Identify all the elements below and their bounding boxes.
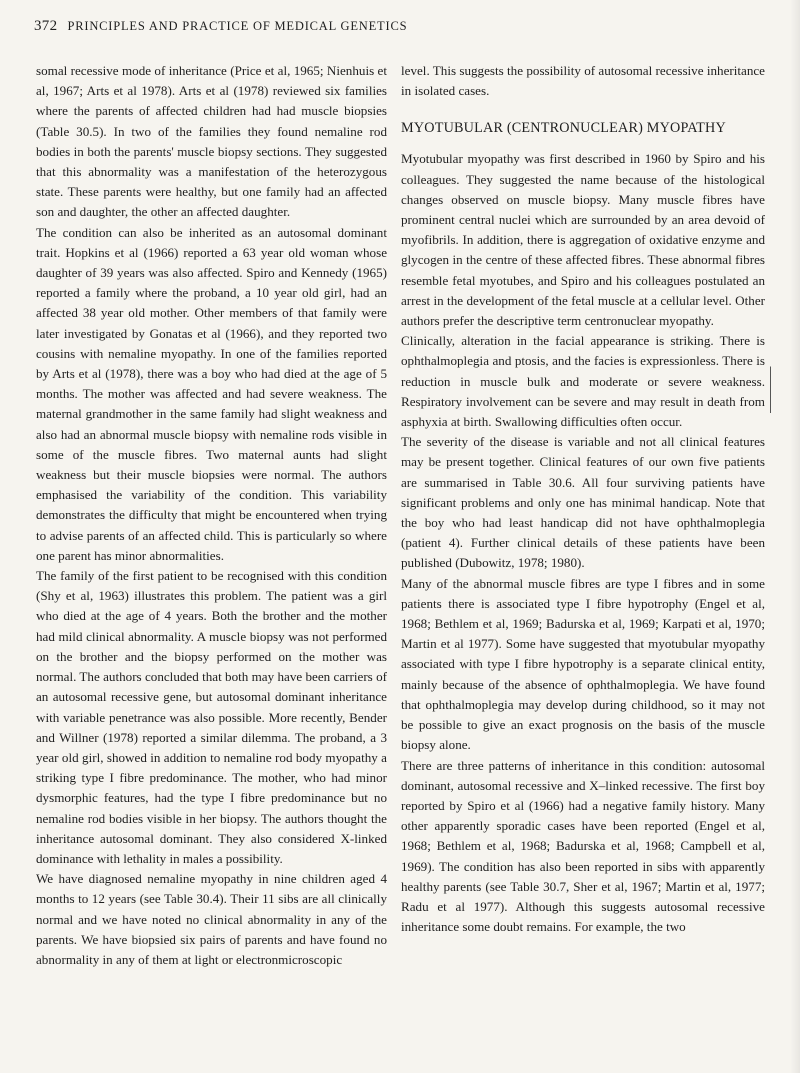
page-number: 372 [34,18,58,34]
right-column [401,61,765,937]
running-title: PRINCIPLES AND PRACTICE OF MEDICAL GENETICS [67,19,408,33]
paragraph: The family of the first patient to be recognised with this condition (Shy et al, 1963) illustrates this problem. The patient was a girl who died at the age of 4 years. Both the brother and the mother had mild clinical abnormality. A muscle biopsy was not performed on the brother and the biopsy performed on the mother was normal. The authors concluded that both may have been carriers of an autosomal recessive gene, but autosomal dominant inheritance with variable penetrance was also possible. More recently, Bender and Willner (1978) reported a similar dilemma. The proband, a 3 year old girl, showed in addition to nemaline rod body myopathy a striking type I fibre predominance. The mother, who had minor dysmorphic features, had the type I fibre predominance but no nemaline rod bodies visible in her biopsy. The authors thought the inheritance autosomal dominant. They also considered X-linked dominance with lethality in males a possibility. [36,568,387,866]
left-column [36,61,387,970]
paragraph: Myotubular myopathy was first described in 1960 by Spiro and his colleagues. They suggested the name because of the histological changes observed on muscle biopsy. Many muscle fibres have prominent central nuclei which are surrounded by an area devoid of myofibrils. In addition, there is aggregation of oxidative enzyme and glycogen in the centre of these affected fibres. These abnormal fibres resemble fetal myotubes, and Spiro and his colleagues postulated an arrest in the development of the fetal muscle at a cellular level. Other authors prefer the descriptive term centronuclear myopathy. [401,151,765,329]
paragraph: Clinically, alteration in the facial appearance is striking. There is ophthalmoplegia and ptosis, and the facies is expressionless. There is reduction in muscle bulk and moderate or severe weakness. Respiratory involvement can be severe and may result in death from asphyxia at birth. Swallowing difficulties often occur. [401,333,765,430]
paragraph: somal recessive mode of inheritance (Price et al, 1965; Nienhuis et al, 1967; Arts et al 1978). Arts et al (1978) reviewed six families where the parents of affected children had had muscle biopsies (Table 30.5). In two of the families they found nemaline rod bodies in both the parents' muscle biopsy sections. They suggested that this abnormality was a manifestation of the heterozygous state. These parents were healthy, but one family had an affected son and daughter, the other an affected daughter. [36,63,387,220]
paragraph: The severity of the disease is variable and not all clinical features may be present together. Clinical features of our own five patients are summarised in Table 30.6. All four surviving patients have significant problems and only one has minimal handicap. Note that the boy who had least handicap did not have ophthalmoplegia (patient 4). Further clinical details of these patients have been published (Dubowitz, 1978; 1980). [401,434,765,571]
running-header [34,18,774,35]
paragraph: We have diagnosed nemaline myopathy in nine children aged 4 months to 12 years (see Table 30.4). Their 11 sibs are all clinically normal and we have noted no clinical abnormality in any of the parents. We have biopsied six pairs of parents and have found no abnormality in any of them at light or electronmicroscopic [36,871,387,967]
margin-bracket-mark [770,366,774,413]
section-heading: MYOTUBULAR (CENTRONUCLEAR) MYOPATHY [401,120,726,137]
paragraph: level. This suggests the possibility of autosomal recessive inheritance in isolated cases. [401,63,765,99]
paragraph: Many of the abnormal muscle fibres are type I fibres and in some patients there is associated type I fibre hypotrophy (Engel et al, 1968; Bethlem et al, 1969; Badurska et al, 1969; Karpati et al, 1970; Martin et al 1977). Some have suggested that myotubular myopathy associated with type I fibre hypotrophy is a separate clinical entity, mainly because of the absence of ophthalmoplegia. We have found that ophthalmoplegia may develop during childhood, so it may not be possible to give an exact prognosis on the basis of the muscle biopsy alone. [401,575,765,753]
page-edge-shadow [790,0,800,1073]
paragraph: The condition can also be inherited as an autosomal dominant trait. Hopkins et al (1966) reported a 63 year old woman whose daughter of 39 years was also affected. Spiro and Kennedy (1965) reported a family where the proband, a 10 year old girl, had an affected 38 year old mother. Other members of that family were later investigated by Gonatas et al (1966), and they reported two cousins with nemaline myopathy. In one of the families reported by Arts et al (1978), there was a boy who had died at the age of 5 months. The mother was affected and had severe weakness. The maternal grandmother in the same family had slight weakness and also had an abnormal muscle biopsy with nemaline rods visible in some of the muscle fibres. Two maternal aunts had slight weakness but their muscle biopsies were normal. The authors emphasised the variability of the condition. This variability demonstrates the difficulty that might be encountered when trying to advise parents of an affected child. This is particularly so where one parent has minor abnormalities. [36,224,387,563]
paragraph: There are three patterns of inheritance in this condition: autosomal dominant, autosomal recessive and X–linked recessive. The first boy reported by Spiro et al (1966) had a negative family history. Many other apparently sporadic cases have been reported (Engel et al, 1968; Bethlem et al, 1968; Badurska et al, 1968; Campbell et al, 1969). The condition has also been reported in sibs with apparently healthy parents (see Table 30.7, Sher et al, 1967; Martin et al, 1977; Radu et al 1977). Although this suggests autosomal recessive inheritance some doubt remains. For example, the two [401,757,765,935]
